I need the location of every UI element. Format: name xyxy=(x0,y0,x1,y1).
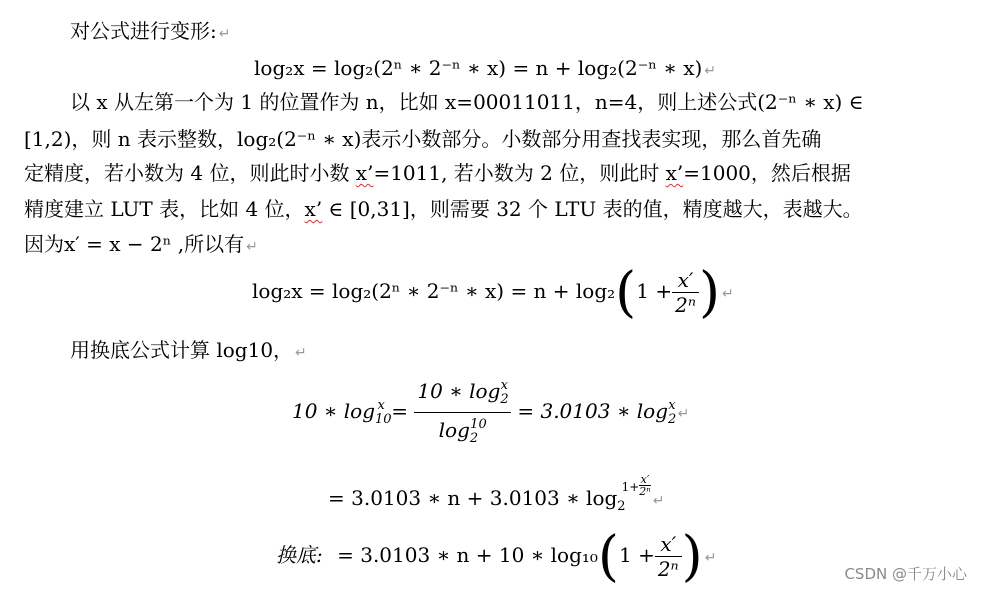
right-paren-icon: ) xyxy=(698,260,721,324)
para2-line5-text: 因为x′ = x − 2ⁿ ,所以有 xyxy=(24,232,245,256)
return-mark-icon: ↵ xyxy=(246,239,258,255)
rhs-superscript: x xyxy=(668,398,676,413)
left-paren-icon: ( xyxy=(615,260,637,324)
return-mark-icon: ↵ xyxy=(218,26,231,42)
para2-line3-part-a: 定精度，若小数为 4 位，则此时小数 xyxy=(24,161,356,185)
watermark: CSDN @千万小心 xyxy=(844,565,967,583)
return-mark-icon: ↵ xyxy=(704,550,717,566)
fraction-numerator: x′ xyxy=(672,268,699,293)
right-paren-icon: ) xyxy=(681,524,703,588)
para2-line2 xyxy=(24,127,821,151)
equation-2-one-plus: 1 + xyxy=(636,279,673,303)
para2-line3-part-b: =1011, 若小数为 2 位，则此时 xyxy=(373,161,666,185)
para2-line3 xyxy=(24,161,851,185)
rhs-text: = 3.0103 ∗ log xyxy=(517,399,669,423)
equation-3-lhs xyxy=(292,398,392,427)
exponent-fraction xyxy=(639,474,650,497)
lhs-subscript: 10 xyxy=(375,412,392,427)
numerator-subscript: 2 xyxy=(500,392,509,407)
equation-1 xyxy=(254,56,716,83)
left-paren-icon: ( xyxy=(597,524,619,588)
numerator-superscript: x xyxy=(500,378,508,393)
fraction-denominator: 2ⁿ xyxy=(657,557,679,581)
lhs-text: 10 ∗ log xyxy=(292,399,375,423)
equation-4-subscript: 2 xyxy=(617,499,626,514)
equation-2-lhs: log₂x = log₂(2ⁿ ∗ 2⁻ⁿ ∗ x) = n + log₂ xyxy=(252,279,616,303)
para2-line4 xyxy=(24,197,863,221)
equation-5-label: 换底: xyxy=(276,543,323,567)
exponent-one-plus: 1+ xyxy=(621,480,640,494)
exponent-denominator: 2ⁿ xyxy=(639,485,651,498)
equation-3-fraction xyxy=(414,374,511,451)
denominator-text: log xyxy=(438,418,470,442)
rhs-subscript: 2 xyxy=(668,412,677,427)
fraction-denominator: 2ⁿ xyxy=(675,293,696,317)
para3-text: 用换底公式计算 log10， xyxy=(70,338,294,362)
equation-3-rhs xyxy=(517,398,677,427)
lhs-superscript: x xyxy=(377,398,385,413)
para2-line2-text: [1,2)，则 n 表示整数，log₂(2⁻ⁿ ∗ x)表示小数部分。小数部分用查找表实现，那么首先确 xyxy=(24,127,822,151)
fraction-numerator: x′ xyxy=(655,532,682,557)
return-mark-icon: ↵ xyxy=(722,286,734,302)
equation-4-exponent xyxy=(622,472,651,499)
return-mark-icon: ↵ xyxy=(704,63,717,79)
equals-sign: = xyxy=(391,399,409,423)
equation-4 xyxy=(328,472,664,519)
equation-4-text: = 3.0103 ∗ n + 3.0103 ∗ log xyxy=(328,486,618,510)
equation-5-one-plus: 1 + xyxy=(618,543,655,567)
return-mark-icon: ↵ xyxy=(652,493,665,509)
denominator-superscript: 10 xyxy=(470,417,487,432)
return-mark-icon: ↵ xyxy=(677,406,690,422)
equation-5 xyxy=(276,524,717,588)
para2-line1-text: 以 x 从左第一个为 1 的位置作为 n，比如 x=00011011，n=4，则上述公式(2⁻ⁿ ∗ x) ∈ xyxy=(70,90,864,114)
fraction-denominator xyxy=(414,413,511,451)
equation-5-text: = 3.0103 ∗ n + 10 ∗ log₁₀ xyxy=(337,543,598,567)
para2-line5 xyxy=(24,232,258,259)
equation-5-fraction xyxy=(655,532,682,581)
spellcheck-word: x’ xyxy=(304,197,323,221)
equation-1-text: log₂x = log₂(2ⁿ ∗ 2⁻ⁿ ∗ x) = n + log₂(2⁻ⁿ ∗ x) xyxy=(254,56,703,80)
return-mark-icon: ↵ xyxy=(295,345,307,361)
intro-text: 对公式进行变形: xyxy=(70,19,217,43)
numerator-text: 10 ∗ log xyxy=(417,379,501,403)
para2-line1 xyxy=(70,90,864,114)
equation-2-fraction xyxy=(672,268,699,317)
fraction-numerator xyxy=(414,374,511,413)
spellcheck-word: x’ xyxy=(355,161,374,185)
intro-line xyxy=(70,19,230,46)
para2-line4-part-b: ∈ [0,31]，则需要 32 个 LTU 表的值，精度越大，表越大。 xyxy=(322,197,863,221)
para3-line xyxy=(70,338,307,365)
exponent-numerator: x′ xyxy=(640,473,650,486)
spellcheck-word: x’ xyxy=(665,161,684,185)
equation-2 xyxy=(252,260,734,324)
denominator-subscript: 2 xyxy=(469,431,479,446)
para2-line4-part-a: 精度建立 LUT 表，比如 4 位， xyxy=(24,197,305,221)
equation-3 xyxy=(292,374,689,451)
para2-line3-part-c: =1000，然后根据 xyxy=(683,161,851,185)
